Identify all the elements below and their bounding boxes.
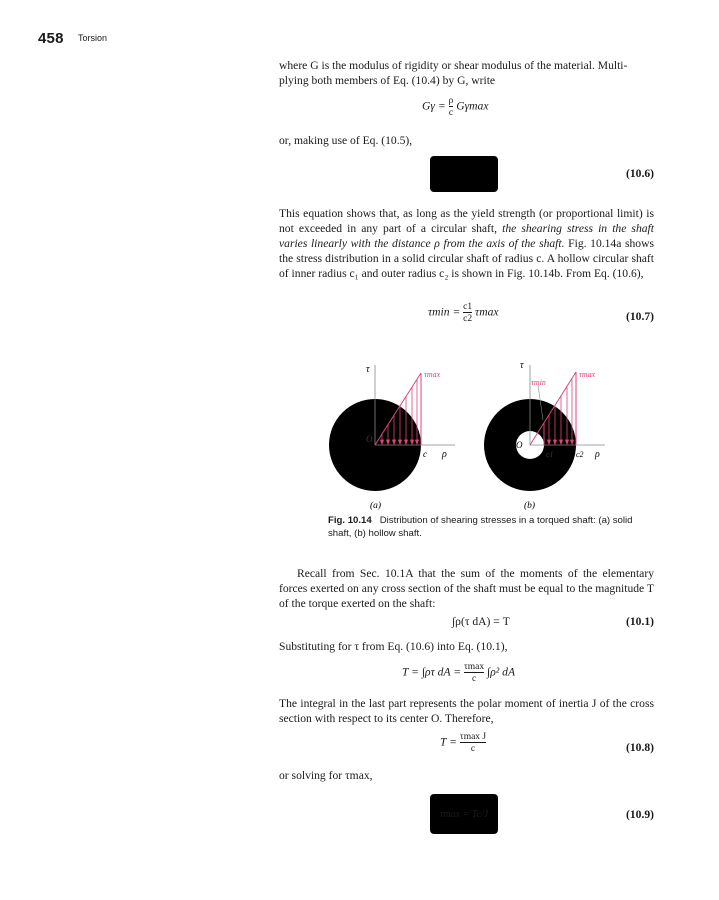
paragraph-3-italic: the shearing stress in the shaft varies linearly with the distance ρ from the axis of the shaft. <box>279 222 654 250</box>
equation-10-1: ∫ρ(τ dA) = T <box>452 615 510 628</box>
sublabel-b: (b) <box>524 501 536 511</box>
eq107-lhs: τmin = <box>428 305 461 319</box>
c-label-a: c <box>423 449 427 459</box>
eq108-fraction <box>460 732 486 754</box>
rho-label-b: ρ <box>595 449 600 460</box>
equation-substitution <box>402 662 515 684</box>
paragraph-7: or solving for τmax, <box>279 769 373 782</box>
paragraph-6: The integral in the last part represents the polar moment of inertia J of the cross section with respect to its center O. Therefore, <box>279 697 654 725</box>
sublabel-a: (a) <box>370 501 382 511</box>
origin-label-b: O <box>516 440 523 450</box>
eq-gamma-num: ρ <box>448 96 454 106</box>
figure-10-14 <box>320 350 620 515</box>
tau-label-a: τ <box>366 364 370 375</box>
tau-max-label-b: τmax <box>579 370 596 379</box>
c1-label-b: c1 <box>546 450 554 459</box>
equation-10-9-faint: τmax = Tc/J <box>439 808 489 820</box>
paragraph-2: or, making use of Eq. (10.5), <box>279 134 413 147</box>
eq-gamma-den: c <box>448 108 454 118</box>
equation-10-8 <box>440 732 486 754</box>
equation-number-10-1: (10.1) <box>625 615 654 628</box>
origin-label-a: O <box>366 434 373 444</box>
eq108-den: c <box>460 742 486 754</box>
equation-number-10-7: (10.7) <box>625 310 654 323</box>
eq107-rhs: τmax <box>475 305 499 319</box>
c2-label-b: c2 <box>576 450 584 459</box>
eq108-num: τmax J <box>459 732 487 742</box>
equation-number-10-9: (10.9) <box>625 808 654 821</box>
equation-10-9-redacted <box>430 794 498 834</box>
figure-caption-text: Distribution of shearing stresses in a torqued shaft: (a) solid shaft, (b) hollow shaft. <box>328 515 633 539</box>
eq108-lhs: T = <box>440 735 457 749</box>
equation-number-10-6: (10.6) <box>625 167 654 180</box>
tau-min-label-b: τmin <box>531 378 546 387</box>
paragraph-3 <box>279 206 654 281</box>
figure-caption-label: Fig. 10.14 <box>328 515 372 526</box>
eq-sub-rhs: ∫ρ² dA <box>487 665 516 679</box>
eq-sub-num: τmax <box>463 662 485 672</box>
eq107-num: c1 <box>463 302 473 312</box>
eq107-den: c2 <box>463 314 473 324</box>
paragraph-4: Recall from Sec. 10.1A that the sum of the moments of the elementary forces exerted on any cross section of the shaft must be equal to the magnitude T of the torque exerted on the shaft: <box>279 567 654 610</box>
eq-gamma-fraction <box>449 96 454 118</box>
eq-sub-den: c <box>464 672 484 684</box>
equation-number-10-8: (10.8) <box>625 741 654 754</box>
eq-sub-fraction <box>464 662 484 684</box>
equation-10-6-redacted <box>430 156 498 192</box>
paragraph-3-end: Fig. 10.14a shows the stress distribution in a solid circular shaft of radius c. A hollow circular shaft of inner radius c₁ and outer radius c₂ is shown in Fig. 10.14b. From Eq. (10.6), <box>279 237 654 280</box>
eq-gamma-lhs: Gγ = <box>422 99 446 113</box>
equation-g-gamma <box>422 96 489 118</box>
page-number: 458 <box>38 30 64 47</box>
paragraph-3-start: This equation shows that, as long as the yield strength (or proportional limit) is not exceeded in any part of a circular shaft, <box>279 207 654 235</box>
paragraph-1-line-2: plying both members of Eq. (10.4) by G, write <box>279 74 496 87</box>
rho-label-a: ρ <box>442 449 447 460</box>
paragraph-5: Substituting for τ from Eq. (10.6) into Eq. (10.1), <box>279 640 508 653</box>
figure-caption <box>328 514 648 540</box>
section-title: Torsion <box>78 33 108 43</box>
eq-sub-lhs: T = ∫ρτ dA = <box>402 665 462 679</box>
paragraph-1-line-1: where G is the modulus of rigidity or shear modulus of the material. Multi- <box>279 59 628 72</box>
tau-max-label-a: τmax <box>424 370 441 379</box>
equation-10-7 <box>428 302 499 324</box>
tau-label-b: τ <box>520 360 524 371</box>
eq107-fraction <box>463 302 472 324</box>
eq-gamma-rhs: Gγmax <box>456 99 489 113</box>
